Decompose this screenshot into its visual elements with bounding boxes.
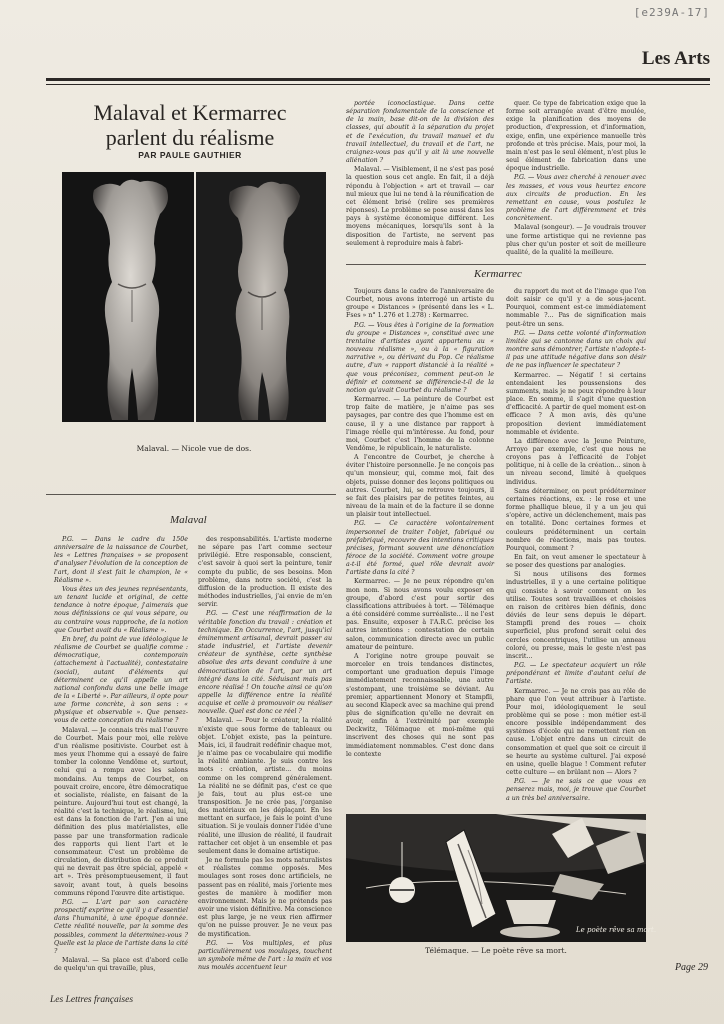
header-rule-thin (46, 84, 710, 85)
paragraph: P.G. — Vous avez cherché à renouer avec les masses, et vous vous heurtez encore aux circuits de production. En les remettant en cause, vous postulez le problème de l'art différemment et très concrètement. (506, 174, 646, 223)
paragraph: Malaval. — Pour le créateur, la réalité n'existe que sous forme de tableaux ou objet. L'objet existe, pas la peinture. Mais, ici, il faudrait redéfinir chaque mot, je n'aime pas ce vocabulaire qui modifie la réalité ambiante. Je suis contre les mots : création, artiste... du moins comme on les comprend généralement. La réalité ne se définit pas, c'est ce que je fais, tout au plus est-ce une transposition. Je ne crée pas, j'organise des matériaux en les déplaçant. En les mettant en surface, je fais le point d'une situation. Si je voulais donner l'idée d'une réalité, une illusion de réalité, il faudrait rattacher cet objet à un ensemble et pas seulement dans le domaine artistique. (198, 717, 332, 855)
paragraph: A l'origine notre groupe pouvait se morceler en trois tendances distinctes, comportant une graduation depuis l'image immédiatement reconnaissable, une autre s'estompant, une troisième se déviant. Au premier, appartiennent Monory et Stampfli, au second Klapeck avec sa machine qui prend plus de signification qu'elle ne devrait en avoir, enfin à l'extrémité par exemple Deckwitz, Télémaque et moi-même qui inscrivent des choses qui ne sont pas immédiatement nommables. C'est donc dans le contexte (346, 652, 494, 758)
sculpture-photo-image (62, 172, 326, 422)
paragraph: Vous êtes un des jeunes représentants, un tenant lucide et original, de cette tendance à notre époque, j'aimerais que nous définissions ce qui vous sépare, ou au contraire vous rapproche, de la notion que Courbet avait du « Réalisme ». (54, 585, 188, 634)
malaval-column-2 (198, 536, 332, 986)
telemaque-illustration-image (346, 814, 657, 942)
headline (70, 100, 310, 150)
subhead-kermarrec: Kermarrec (474, 268, 522, 280)
paragraph: Kermarrec. — La peinture de Courbet est trop faite de matière, je n'aime pas ses paysages, par contre des que l'homme est en cause, il y a une distance par rapport à l'image réelle qui m'intéresse. Au fond, pour moi, Courbet c'est l'homme de la colonne Vendôme, le républicain, le naturaliste. (346, 396, 494, 452)
paragraph: A l'encontre de Courbet, je cherche à éviter l'histoire personnelle. Je ne conçois pas qu'un monsieur, qui, comme moi, fait des objets, puisse donner des leçons politiques ou autres. Courbet, lui, se retrouve toujours, il se fait des plaisirs par de petites feintes, au niveau de la main et de la facture il se donne un plaisir tout intellectuel. (346, 454, 494, 519)
paragraph: En bref, du point de vue idéologique le réalisme de Courbet se qualifie comme : démocratique, contemporain (attachement à l'actualité), contestataire (social), autant d'éléments qui déterminent ce qu'il appelle un art national confondu dans une belle image de la « Liberté ». Par ailleurs, il opte pour une forme concrète, à son sens : « physique et observable ». Que pensez-vous de cette conception du réalisme ? (54, 635, 188, 725)
headline-line-1: Malaval et Kermarrec (93, 100, 287, 125)
paragraph: P.G. — Je ne sais ce que vous en penserez mais, moi, je trouve que Courbet a un très bel anniversaire. (506, 778, 646, 802)
paragraph: Malaval (songeur). — Je voudrais trouver une forme artistique qui ne revienne pas plus cher qu'un poster et soit de meilleure qualité, de la qualité la meilleure. (506, 224, 646, 256)
paragraph: Toujours dans le cadre de l'anniversaire de Courbet, nous avons interrogé un artiste du groupe « Distances » (présenté dans les « L. Fses » n° 1.276 et 1.278) : Kermarrec. (346, 288, 494, 320)
paragraph: P.G. — Le spectateur acquiert un rôle prépondérant et limite d'autant celui de l'artiste. (506, 662, 646, 686)
subhead-malaval: Malaval (170, 514, 207, 526)
paragraph: P.G. — L'art par son caractère prospectif exprime ce qu'il y a d'essentiel dans l'humanité, à une époque donnée. Cette réalité nouvelle, par la somme des possibles, comment la déterminez-vous ? Quelle est la place de l'artiste dans la cité ? (54, 898, 188, 955)
section-separator-right (346, 264, 646, 265)
paragraph: En fait, on veut amener le spectateur à se poser des questions par analogies. (506, 554, 646, 570)
headline-line-2: parlent du réalisme (105, 125, 275, 150)
section-separator-left (46, 494, 336, 495)
paragraph: Kermarrec. — Je ne peux répondre qu'en mon nom. Si nous avons voulu exposer en groupe, d'abord c'est pour sortir des classifications attribuées à tort. — Télémaque a été considéré comme surréaliste... il ne l'est pas. Ensuite, exposer à l'A.R.C. précise les autres intentions : contestation de certain salon, communication directe avec un public amateur de peinture. (346, 578, 494, 651)
paragraph: La différence avec la Jeune Peinture, Arroyo par exemple, c'est que nous ne croyons pas à l'efficacité de l'objet politique, ni à celle de la création... sinon à un niveau second, limité à quelques individus. (506, 437, 646, 486)
paragraph: Malaval. — Je connais très mal l'œuvre de Courbet. Mais pour moi, elle relève d'un réalisme positiviste. Courbet est à mes yeux l'homme qui a essayé de faire tomber la colonne Vendôme et, surtout, celui qui a rompu avec les salons mondains. Au temps de Courbet, on pouvait croire, encore, être démocratique et socialiste, réaliste, en faisant de la peinture. Aujourd'hui tout est changé, la réalité c'est la technique, le réalisme, lui, est dans la fonction de l'art. J'en ai une définition des plus matérialistes, elle passe par une transformation radicale des rapports qui lient l'art et le consommateur. C'est un problème de circulation, de distribution de ce produit qui ne devrait pas être spécial, appelé « art ». Très présomptueusement, il faut savoir, avant tout, à quels besoins communs répond l'œuvre dite artistique. (54, 726, 188, 897)
paragraph: du rapport du mot et de l'image que l'on doit saisir ce qu'il y a de sous-jacent. Pourquoi, comment est-ce immédiatement nommable ?... Pas de signification mais peut-être un sens. (506, 288, 646, 328)
paragraph: P.G. — C'est une réaffirmation de la véritable fonction du travail : création et technique. En Occurrence, l'art, jusqu'ici éminemment artisanal, devrait passer au stade industriel, et l'artiste devenir créateur de synthèse, cette synthèse absolue des arts devant conduire à une démocratisation de l'art, par un art intégré dans la cité. Séduisant mais pas encore réalisé ! On touche ainsi ce qu'on appelle la différence entre la réalité acquise et celle à promouvoir ou réaliser nouvelle. Quel est donc ce réel ? (198, 610, 332, 716)
malaval-column-3 (346, 100, 494, 258)
kermarrec-column-1 (346, 288, 494, 808)
photo-caption: Malaval. — Nicole vue de dos. (136, 444, 252, 453)
kermarrec-column-2 (506, 288, 646, 808)
paragraph: quer. Ce type de fabrication exige que la forme soit arrangée avant d'être moulée, exige la planification des moyens de production, d'expression, et d'information, exige, enfin, une expérience manuelle très profonde et très précise. Mais, pour moi, la main n'est pas le seul élément, n'est plus le seul élément de fabrication dans une époque industrielle. (506, 100, 646, 173)
paragraph: portée iconoclastique. Dans cette séparation fondamentale de la conscience et de la main, base dit-on de la division des classes, qui aboutit à la séparation du projet et de l'exécution, du travail manuel et du travail intellectuel, du travail et de l'art, ne craignez-vous pas qu'il y ait là une nouvelle aliénation ? (346, 100, 494, 165)
paragraph: P.G. — Ce caractère volontairement impersonnel de traiter l'objet, fabriqué ou préfabriqué, recouvre des intentions critiques précises, formant souvent une dénonciation féroce de la société. Comment votre groupe a-t-il été formé, quel rôle devrait avoir l'artiste dans la cité ? (346, 520, 494, 577)
paragraph: Si nous utilisons des formes industrielles, il y a une certaine politique qui consiste à savoir comment on les utilise. Toutes sont travaillées et choisies en raison de critères bien définis, donc déviés de leur sens depuis le départ. Stampfli prend des roues — choix superficiel, plus profond serait celui des cercles concentriques, l'utilise un anneau coloré, ou presse, mais le geste n'est pas inscrit... (506, 571, 646, 660)
paragraph: P.G. — Dans le cadre du 150e anniversaire de la naissance de Courbet, les « Lettres françaises » se proposent d'analyser l'évolution de la conception de l'art, dont il s'est fait le champion, le « Réalisme ». (54, 536, 188, 584)
paragraph: P.G. — Dans cette volonté d'information limitée qui se cantonne dans un choix qui montre sans démontrer, l'artiste n'adopte-t-il pas une attitude négative dans son désir de ne pas influencer le spectateur ? (506, 329, 646, 370)
archive-reference: [e239A-17] (633, 6, 710, 19)
malaval-column-4 (506, 100, 646, 258)
paragraph: des responsabilités. L'artiste moderne ne sépare pas l'art comme secteur privilégié. Etre responsable, conscient, c'est savoir à quoi sert la peinture, tenir compte du public, de ses besoins. Mon problème, dans notre société, c'est la diffusion de la production. Il existe des méthodes industrielles, j'ai envie de m'en servir. (198, 536, 332, 609)
malaval-column-1 (54, 536, 188, 973)
paragraph: Kermarrec. — Négatif ! si certains entendaient les poussensions des summents, mais je ne peux répondre à leur place. En somme, il s'agit d'une question d'efficacité. A partir de quel moment est-on efficace ? A mon avis, dès qu'une proposition devient immédiatement nommable et évidente. (506, 371, 646, 436)
illustration-caption: Télémaque. — Le poète rêve sa mort. (425, 946, 567, 955)
paragraph: P.G. — Vos multiples, et plus particulièrement vos moulages, touchent un symbole même de l'art : la main et vos nus moulés accentuent leur (198, 939, 332, 972)
section-title: Les Arts (641, 48, 710, 69)
publication-name: Les Lettres françaises (50, 995, 134, 1005)
page-number: Page 29 (674, 962, 708, 973)
paragraph: P.G. — Vous êtes à l'origine de la formation du groupe « Distances », constitué avec une trentaine d'artistes ayant appartenu au « nouveau réalisme », ou à la « figuration narrative », ou dérivant du Pop. Ce réalisme autre, d'un « rapport distancié à la réalité » que vous préconisez, comment peut-on le définir et comment se différencie-t-il de la notion qu'avait Courbet du réalisme ? (346, 321, 494, 394)
sculpture-photo (62, 172, 326, 422)
paragraph: Sans déterminer, on peut prédéterminer certaines réactions, ex. : le rose et une forme phallique bleue, il y a un jeu qui s'opère, active un déclenchement, mais pas en totalité. Donc certaines formes et couleurs prédéterminent un certain nombre de réactions, mais pas toutes. Pourquoi, comment ? (506, 487, 646, 552)
paragraph: Malaval. — Visiblement, il ne s'est pas posé la question sous cet angle. En fait, il a déjà répondu à l'objection « art et travail — car nul mieux que lui ne tend à la réunification de cet élément brisé (relire ses premières réponses). Le problème se pose aussi dans les pays à système économique différent. Les moyens mécaniques, lorsqu'ils sont à la disposition de l'artiste, ne servent pas seulement à reproduire mais à fabri- (346, 166, 494, 247)
byline: PAR PAULE GAUTHIER (138, 150, 242, 160)
illustration-handwriting: Le poète rêve sa mort. (576, 926, 657, 934)
telemaque-illustration (346, 814, 657, 942)
paragraph: Je ne formule pas les mots naturalistes et réalistes comme opposés. Mes moulages sont roses donc artificiels, ne passent pas en réalité, mais j'oriente mes gestes de manière à modifier mon environnement. Mais je ne prétends pas avoir une vision définitive. Ma conscience est plus large, je ne veux rien affirmer qu'on ne puisse prouver. Je ne veux pas de mystification. (198, 857, 332, 938)
header-rule (46, 78, 710, 81)
paragraph: Malaval. — Sa place est d'abord celle de quelqu'un qui travaille, plus, (54, 956, 188, 973)
paragraph: Kermarrec. — Je ne crois pas au rôle de phare que l'on veut attribuer à l'artiste. Pour moi, idéologiquement le seul problème qui se pose : mon métier est-il encore possible indépendamment des systèmes d'école qui ne remettent rien en cause. L'objet entre dans un circuit de consommation et quel que soit ce circuit il se heurte au système culturel. J'ai exposé en usine, quelle blague ! Comment refuter cette culture — en brûlant non — Alors ? (506, 687, 646, 777)
